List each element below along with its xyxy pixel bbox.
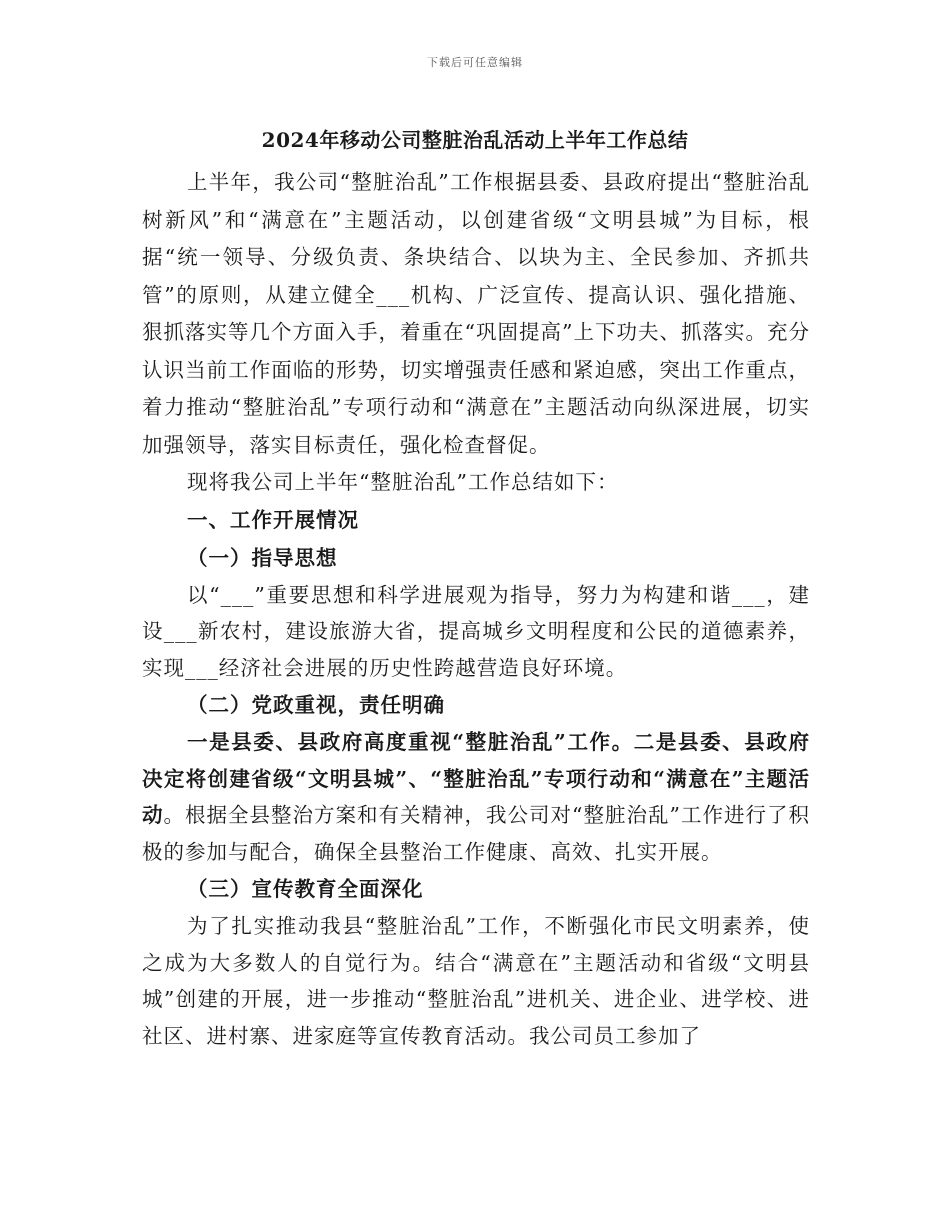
page-title: 2024年移动公司整脏治乱活动上半年工作总结 — [261, 128, 689, 152]
guiding-thought-paragraph: 以“___”重要思想和科学进展观为指导，努力为构建和谐___，建设___新农村，建设旅游大省，提高城乡文明程度和公民的道德素养，实现___经济社会进展的历史性跨越营造良好环境。 — [142, 582, 810, 680]
publicity-education-paragraph: 为了扎实推动我县“整脏治乱”工作，不断强化市民文明素养，使之成为大多数人的自觉行为。结合“满意在”主题活动和省级“文明县城”创建的开展，进一步推动“整脏治乱”进机关、进企业、进学校、进社区、进村寨、进家庭等宣传教育活动。我公司员工参加了 — [142, 914, 810, 1048]
section-heading-work-progress: 一、工作开展情况 — [187, 507, 359, 532]
subsection-heading-party-attention: （二）党政重视，责任明确 — [187, 693, 445, 717]
party-attention-rest: 。根据全县整治方案和有关精神，我公司对“整脏治乱”工作进行了积极的参加与配合，确保全县整治工作健康、高效、扎实开展。 — [142, 803, 811, 864]
subsection-heading-guiding-thought: （一）指导思想 — [187, 545, 338, 570]
header-note: 下载后可任意编辑 — [427, 56, 523, 69]
subsection-heading-publicity-education: （三）宣传教育全面深化 — [187, 877, 424, 901]
document-body — [142, 164, 810, 1054]
party-attention-bold-lead: 一是县委、县政府高度重视“整脏治乱”工作。二是县委、县政府决定将创建省级“文明县城”、“整脏治乱”专项行动和“满意在”主题活动 — [142, 730, 810, 827]
summary-lead-paragraph: 现将我公司上半年“整脏治乱”工作总结如下： — [187, 470, 619, 494]
intro-paragraph: 上半年，我公司“整脏治乱”工作根据县委、县政府提出“整脏治乱树新风”和“满意在”主题活动，以创建省级“文明县城”为目标，根据“统一领导、分级负责、条块结合、以块为主、全民参加、齐抓共管”的原则，从建立健全___机构、广泛宣传、提高认识、强化措施、狠抓落实等几个方面入手，着重在“巩固提高”上下功夫、抓落实。充分认识当前工作面临的形势，切实增强责任感和紧迫感，突出工作重点，着力推动“整脏治乱”专项行动和“满意在”主题活动向纵深进展，切实加强领导，落实目标责任，强化检查督促。 — [142, 170, 810, 457]
party-attention-paragraph — [142, 724, 810, 870]
